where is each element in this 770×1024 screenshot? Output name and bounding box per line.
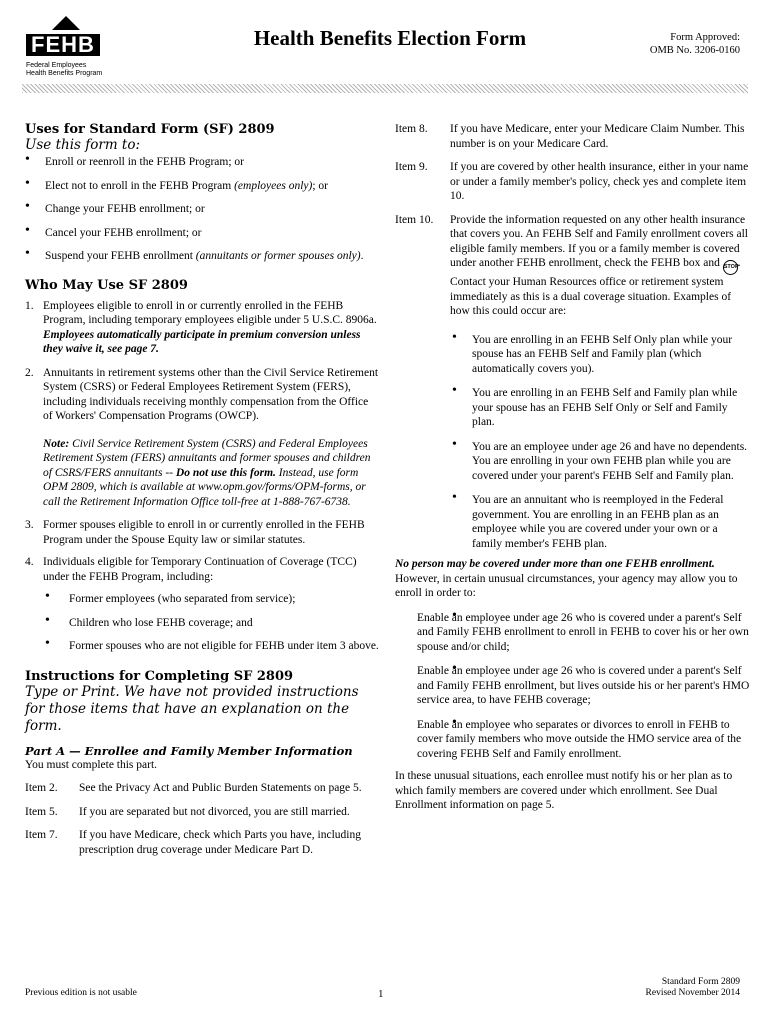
instruction-item-10: Item 10. Provide the information requested on any other health insurance that covers you. An FEHB Self and Family enrollment covers all eligible family members. If you or a family member is covered under another FEHB enrollment, check the FEHB box and STOP. Contact your Human Resources office or retirement system immediately as this is a dual coverage situation. Examples of how this could occur are: <box>395 213 748 317</box>
uses-subheading: Use this form to: <box>25 137 141 153</box>
closing-paragraph: In these unusual situations, each enrollee must notify his or her plan as to which family members are covered under which enrollment. See Dual Enrollment information on page 5. <box>395 770 733 811</box>
dual-coverage-example: • You are an employee under age 26 and have no dependents. You are enrolling in your own FEHB plan while you are covered under your parent's FEHB Self and Family plan. <box>395 440 750 484</box>
uses-item: • Cancel your FEHB enrollment; or <box>25 226 380 241</box>
logo-roof-icon <box>52 16 80 30</box>
uses-item: • Elect not to enroll in the FEHB Program (employees only); or <box>25 179 380 194</box>
header-divider <box>22 84 748 93</box>
fehb-logo: FEHB <box>26 34 100 56</box>
logo-subtitle-line2: Health Benefits Program <box>26 69 103 77</box>
part-a-heading: Part A — Enrollee and Family Member Information <box>25 743 353 758</box>
logo-subtitle-line1: Federal Employees <box>26 62 87 69</box>
left-column <box>25 122 380 857</box>
no-person-paragraph: No person may be covered under more than one FEHB enrollment. However, in certain unusual circumstances, your agency may allow you to enroll in order to: <box>395 558 738 599</box>
who-heading: Who May Use SF 2809 <box>25 277 188 293</box>
tcc-item: • Former spouses who are not eligible for FEHB under item 3 above. <box>25 639 380 654</box>
page-title: Health Benefits Election Form <box>253 26 527 50</box>
uses-heading: Uses for Standard Form (SF) 2809 <box>25 122 275 137</box>
enable-item: • Enable an employee who separates or divorces to enroll in FEHB to cover family members who move outside the HMO service area of the covering FEHB Self and Family enrollment. <box>395 718 750 762</box>
form-revision <box>600 977 740 999</box>
enable-item: • Enable an employee under age 26 who is covered under a parent's Self and Family FEHB enrollment to enroll in FEHB to cover his or her own spouse and/or child; <box>395 611 750 655</box>
who-item: 3. Former spouses eligible to enroll in or currently enrolled in the FEHB Program under the Spouse Equity law or similar statutes. <box>25 519 365 546</box>
footer-edition-note: Previous edition is not usable <box>25 988 137 998</box>
who-item: 4. Individuals eligible for Temporary Continuation of Coverage (TCC) under the FEHB Program, including: <box>25 556 357 583</box>
logo-subtitle <box>26 62 102 77</box>
uses-item: • Change your FEHB enrollment; or <box>25 202 380 217</box>
omb-number: OMB No. 3206-0160 <box>649 45 740 56</box>
approval-label: Form Approved: <box>670 32 740 43</box>
dual-coverage-example: • You are an annuitant who is reemployed in the Federal government. You are enrolling in an FEHB plan as an employee while you are covered under your own or a family member's FEHB plan. <box>395 493 750 551</box>
dual-coverage-example: • You are enrolling in an FEHB Self Only plan while your spouse has an FEHB Self and Family plan (which automatically covers you). <box>395 333 750 377</box>
right-column <box>395 122 750 813</box>
instruction-item: Item 8. If you have Medicare, enter your Medicare Claim Number. This number is on your Medicare Card. <box>395 123 745 150</box>
page-number: 1 <box>378 988 384 1000</box>
form-number: Standard Form 2809 <box>661 977 740 987</box>
revision-date: Revised November 2014 <box>645 988 740 998</box>
uses-item: • Suspend your FEHB enrollment (annuitants or former spouses only). <box>25 249 380 264</box>
instruction-item: Item 7. If you have Medicare, check which Parts you have, including prescription drug coverage under Medicare Part D. <box>25 829 361 856</box>
instruction-item: Item 9. If you are covered by other health insurance, either in your name or under a family member's policy, check yes and complete item 10. <box>395 161 749 202</box>
instruction-item: Item 2. See the Privacy Act and Public Burden Statements on page 5. <box>25 782 362 794</box>
who-item: 2. Annuitants in retirement systems other than the Civil Service Retirement System (CSRS) or Federal Employees Retirement System (FERS), including individuals receiving monthly compensation from the Office of Workers' Compensation Programs (OWCP). <box>25 366 379 422</box>
instructions-subheading: Type or Print. We have not provided instructions for those items that have an explanation on the form. <box>25 683 359 734</box>
who-item: 1. Employees eligible to enroll in or currently enrolled in the FEHB Program, including temporary employees eligible under 5 U.S.C. 8906a. Employees automatically participate in premium conversion unless they waive it, see page 7. <box>25 299 377 355</box>
tcc-item: • Children who lose FEHB coverage; and <box>25 616 380 631</box>
instructions-heading: Instructions for Completing SF 2809 <box>25 668 294 684</box>
enable-item: • Enable an employee under age 26 who is covered under a parent's Self and Family FEHB enrollment, but lives outside his or her parent's HMO service area, to have FEHB coverage; <box>395 664 750 708</box>
who-note: Note: Civil Service Retirement System (CSRS) and Federal Employees Retirement System (FERS) annuitants and former spouses and children of CSRS/FERS annuitants -- Do not use this form. Instead, use form OPM 2809, which is available at www.opm.gov/forms/OPM-forms, or call the Retirement Information Office toll-free at 1-888-767-6738. <box>43 437 371 508</box>
omb-approval <box>600 31 740 57</box>
uses-item: • Enroll or reenroll in the FEHB Program; or <box>25 155 380 170</box>
dual-coverage-example: • You are enrolling in an FEHB Self and Family plan while your spouse has an FEHB Self Only or Self and Family plan. <box>395 386 750 430</box>
instruction-item: Item 5. If you are separated but not divorced, you are still married. <box>25 805 350 818</box>
tcc-item: • Former employees (who separated from service); <box>25 592 380 607</box>
stop-icon: STOP <box>723 260 738 275</box>
part-a-text: You must complete this part. <box>25 758 158 771</box>
